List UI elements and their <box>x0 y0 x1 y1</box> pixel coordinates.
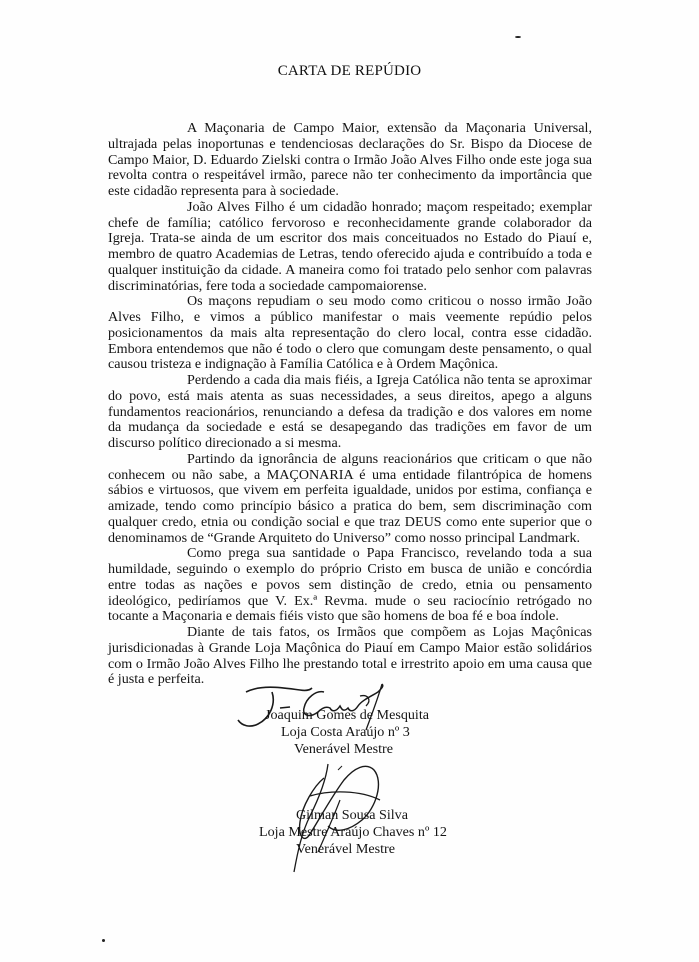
paragraph-3: Os maçons repudiam o seu modo como criticou o nosso irmão João Alves Filho, e vimos a público manifestar o mais veemente repúdio pelos posicionamentos da mais alta representação do clero local, contra esse cidadão. Embora entendemos que não é todo o clero que comungam deste pensamento, o qual causou tristeza e indignação à Família Católica e à Ordem Maçônica. <box>108 293 592 373</box>
signatory-2-lodge: Loja Mestre Araújo Chaves nº 12 <box>259 824 447 840</box>
signatory-1-name: Joaquim Gomes de Mesquita <box>265 707 430 723</box>
paragraph-1: A Maçonaria de Campo Maior, extensão da Maçonaria Universal, ultrajada pelas inoportunas e tendenciosas declarações do Sr. Bispo da Diocese de Campo Maior, D. Eduardo Zielski contra o Irmão João Alves Filho onde este joga sua revolta contra o respeitável irmão, parece não ter conhecimento da importância que este cidadão representa para à sociedade. <box>108 120 593 199</box>
letter-body <box>108 121 592 688</box>
paragraph-6: Como prega sua santidade o Papa Francisco, revelando toda a sua humildade, seguindo o exemplo do próprio Cristo em busca de união e concórdia entre todas as nações e povos sem distinção de credo, etnia ou pensamento ideológico, pediríamos que V. Ex.ª Revma. mude o seu raciocínio retrógado no tocante a Maçonaria e demais fiéis visto que são homens de boa fé e boa índole. <box>108 545 592 625</box>
paragraph-7: Diante de tais fatos, os Irmãos que compõem as Lojas Maçônicas jurisdicionadas à Grande Loja Maçônica do Piauí em Campo Maior estão solidários com o Irmão João Alves Filho lhe prestando total e irrestrito apoio em uma causa que é justa e perfeita. <box>108 624 592 688</box>
signatory-2-name: Gilman Sousa Silva <box>296 807 408 823</box>
signatory-2-role: Venerável Mestre <box>296 841 395 857</box>
scan-speck <box>515 36 521 38</box>
paragraph-4: Perdendo a cada dia mais fiéis, a Igreja Católica não tenta se aproximar do povo, está mais atenta as suas necessidades, a seus direitos, apego a alguns fundamentos reacionários, renunciando a defesa da tradição e dos valores em nome da mudança da sociedade e está se desapegando das tradições em favor de um discurso político direcionado a si mesma. <box>108 372 592 451</box>
signatory-1-lodge: Loja Costa Araújo nº 3 <box>281 724 410 740</box>
scan-speck <box>102 939 105 942</box>
page-title: CARTA DE REPÚDIO <box>277 63 422 79</box>
paragraph-2: João Alves Filho é um cidadão honrado; maçom respeitado; exemplar chefe de família; católico fervoroso e reconhecidamente grande colaborador da Igreja. Trata-se ainda de um escritor dos mais conceituados no Estado do Piauí e, membro de quatro Academias de Letras, tendo oferecido ajuda e contribuído a toda e qualquer instituição da cidade. A maneira como foi tratado pelo senhor com palavras discriminatórias, fere toda a sociedade campomaiorense. <box>108 198 592 294</box>
signatory-1-role: Venerável Mestre <box>294 741 393 757</box>
paragraph-5: Partindo da ignorância de alguns reacionários que criticam o que não conhecem ou não sabe, a MAÇONARIA é uma entidade filantrópica de homens sábios e virtuosos, que vivem em perfeita igualdade, unidos por estima, confiança e amizade, tendo como princípio básico a pratica do bem, sem discriminação com qualquer credo, etnia ou condição social e que traz DEUS como ente superior que o denominamos de “Grande Arquiteto do Universo” como nosso principal Landmark. <box>108 450 592 546</box>
